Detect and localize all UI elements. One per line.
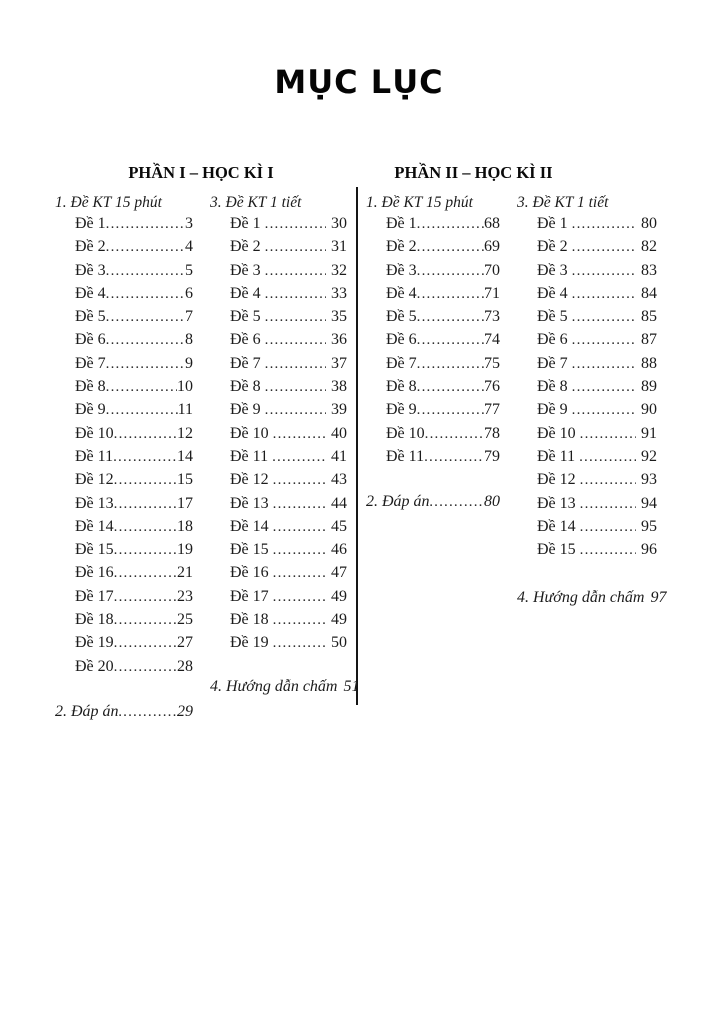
dot-leader xyxy=(114,542,177,559)
dot-leader xyxy=(273,426,326,443)
toc-footer-label: 4. Hướng dẫn chấm xyxy=(517,589,645,607)
entry-list xyxy=(210,215,347,658)
toc-entry xyxy=(55,285,193,308)
toc-entry xyxy=(55,238,193,261)
dot-leader xyxy=(114,612,177,629)
toc-entry xyxy=(517,471,657,494)
part-2-heading: PHẦN II – HỌC KÌ II xyxy=(394,163,553,182)
toc-entry-label: Đề 6 xyxy=(386,331,417,349)
toc-footer-page: 51 xyxy=(343,677,360,695)
dot-leader xyxy=(273,542,326,559)
dot-leader xyxy=(113,449,177,466)
toc-entry-label: Đề 10 xyxy=(75,424,114,442)
toc-entry xyxy=(55,215,193,238)
toc-entry-page: 23 xyxy=(177,587,193,605)
dot-leader xyxy=(580,426,636,443)
toc-entry-page: 82 xyxy=(641,238,657,256)
toc-entry-label: Đề 11 xyxy=(230,447,269,465)
toc-entry-label: Đề 14 xyxy=(75,517,114,535)
toc-entry xyxy=(210,285,347,308)
dot-leader xyxy=(273,472,326,489)
dot-leader xyxy=(106,286,185,303)
toc-entry xyxy=(210,518,347,541)
part-1-column-1tiet xyxy=(210,193,360,696)
dot-leader xyxy=(114,565,177,582)
toc-entry-label: Đề 13 xyxy=(75,494,114,512)
toc-entry-label: Đề 5 xyxy=(230,308,261,326)
toc-entry xyxy=(366,285,500,308)
toc-entry-page: 50 xyxy=(331,634,347,652)
dot-leader xyxy=(114,496,177,513)
toc-entry-label: Đề 5 xyxy=(386,308,417,326)
toc-entry-label: Đề 6 xyxy=(230,331,261,349)
dot-leader xyxy=(417,402,484,419)
toc-entry-label: Đề 17 xyxy=(230,587,269,605)
dot-leader xyxy=(273,496,326,513)
toc-entry-page: 96 xyxy=(641,541,657,559)
toc-entry-label: Đề 1 xyxy=(386,215,417,232)
toc-entry xyxy=(517,262,657,285)
toc-entry xyxy=(366,448,500,471)
toc-entry xyxy=(210,355,347,378)
toc-entry xyxy=(517,331,657,354)
toc-entry-label: Đề 3 xyxy=(75,261,106,279)
toc-entry-label: Đề 6 xyxy=(537,331,568,349)
toc-entry-page: 73 xyxy=(484,308,500,326)
toc-entry xyxy=(210,588,347,611)
toc-entry xyxy=(210,611,347,634)
dot-leader xyxy=(114,426,177,443)
entry-list xyxy=(517,215,657,564)
toc-entry-page: 95 xyxy=(641,517,657,535)
toc-entry-page: 47 xyxy=(331,564,347,582)
toc-entry-label: Đề 13 xyxy=(537,494,576,512)
dot-leader xyxy=(417,239,484,256)
toc-entry xyxy=(366,308,500,331)
dot-leader xyxy=(273,635,326,652)
toc-entry-page: 17 xyxy=(177,494,193,512)
toc-entry-page: 5 xyxy=(185,261,193,279)
toc-entry xyxy=(517,401,657,424)
toc-entry-label: Đề 9 xyxy=(75,401,106,419)
dot-leader xyxy=(417,379,484,396)
toc-entry-page: 14 xyxy=(177,447,193,465)
toc-footer-label: 2. Đáp án xyxy=(55,702,119,720)
toc-entry-label: Đề 10 xyxy=(537,424,576,442)
toc-entry xyxy=(517,518,657,541)
toc-entry-label: Đề 1 xyxy=(537,215,568,232)
dot-leader xyxy=(417,286,484,303)
toc-entry-label: Đề 18 xyxy=(75,611,114,629)
toc-entry-page: 15 xyxy=(177,471,193,489)
toc-entry xyxy=(55,611,193,634)
toc-entry-page: 4 xyxy=(185,238,193,256)
dot-leader xyxy=(106,356,185,373)
toc-footer-grading-guide xyxy=(517,589,667,607)
toc-entry xyxy=(210,262,347,285)
toc-entry-page: 75 xyxy=(484,354,500,372)
dot-leader xyxy=(265,309,326,326)
toc-entry-label: Đề 19 xyxy=(75,634,114,652)
toc-entry xyxy=(55,355,193,378)
dot-leader xyxy=(417,356,484,373)
toc-entry xyxy=(366,262,500,285)
toc-entry-label: Đề 7 xyxy=(75,354,106,372)
toc-entry xyxy=(210,238,347,261)
toc-entry-page: 18 xyxy=(177,517,193,535)
toc-entry xyxy=(55,588,193,611)
toc-entry xyxy=(366,238,500,261)
toc-entry-label: Đề 5 xyxy=(537,308,568,326)
dot-leader xyxy=(265,332,326,349)
entry-list xyxy=(366,215,500,471)
toc-entry-label: Đề 8 xyxy=(537,378,568,396)
toc-entry-label: Đề 6 xyxy=(75,331,106,349)
dot-leader xyxy=(572,216,636,233)
toc-entry xyxy=(55,518,193,541)
part-1-columns xyxy=(55,193,360,721)
dot-leader xyxy=(572,332,636,349)
dot-leader xyxy=(265,379,326,396)
toc-entry-page: 32 xyxy=(331,261,347,279)
toc-entry xyxy=(55,471,193,494)
toc-entry-page: 27 xyxy=(177,634,193,652)
toc-entry xyxy=(517,285,657,308)
dot-leader xyxy=(265,402,326,419)
toc-entry-label: Đề 3 xyxy=(537,261,568,279)
toc-entry-page: 33 xyxy=(331,284,347,302)
toc-entry xyxy=(210,471,347,494)
toc-entry-label: Đề 11 xyxy=(75,447,114,465)
column-heading-1tiet: 3. Đề KT 1 tiết xyxy=(517,194,609,211)
toc-footer-label: 4. Hướng dẫn chấm xyxy=(210,677,338,695)
toc-entry-label: Đề 17 xyxy=(75,587,114,605)
toc-entry-page: 76 xyxy=(484,378,500,396)
toc-entry xyxy=(210,215,347,238)
dot-leader xyxy=(106,239,185,256)
dot-leader xyxy=(417,263,484,280)
toc-entry-label: Đề 9 xyxy=(230,401,261,419)
toc-entry xyxy=(517,495,657,518)
toc-entry-page: 25 xyxy=(177,611,193,629)
toc-entry-label: Đề 15 xyxy=(230,541,269,559)
dot-leader xyxy=(114,589,177,606)
toc-entry-page: 19 xyxy=(177,541,193,559)
toc-entry xyxy=(210,378,347,401)
toc-entry-label: Đề 1 xyxy=(75,215,106,232)
toc-entry-page: 38 xyxy=(331,378,347,396)
toc-entry xyxy=(517,355,657,378)
dot-leader xyxy=(430,494,484,511)
dot-leader xyxy=(114,472,177,489)
toc-entry-label: Đề 15 xyxy=(537,541,576,559)
dot-leader xyxy=(579,449,636,466)
toc-entry-page: 43 xyxy=(331,471,347,489)
toc-entry xyxy=(517,308,657,331)
toc-entry-page: 46 xyxy=(331,541,347,559)
toc-entry xyxy=(210,541,347,564)
toc-entry-label: Đề 7 xyxy=(230,354,261,372)
toc-entry-page: 49 xyxy=(331,587,347,605)
dot-leader xyxy=(106,379,177,396)
toc-entry-label: Đề 16 xyxy=(230,564,269,582)
toc-entry-page: 71 xyxy=(484,284,500,302)
toc-entry-page: 77 xyxy=(484,401,500,419)
toc-entry xyxy=(55,541,193,564)
toc-entry xyxy=(55,401,193,424)
column-heading-15min: 1. Đề KT 15 phút xyxy=(55,194,162,211)
dot-leader xyxy=(106,263,185,280)
toc-entry-page: 68 xyxy=(484,215,500,232)
toc-entry-label: Đề 3 xyxy=(386,261,417,279)
toc-entry-page: 90 xyxy=(641,401,657,419)
dot-leader xyxy=(572,286,636,303)
toc-entry xyxy=(517,425,657,448)
toc-entry xyxy=(517,448,657,471)
toc-entry-page: 8 xyxy=(185,331,193,349)
toc-entry-page: 21 xyxy=(177,564,193,582)
toc-entry-label: Đề 18 xyxy=(230,611,269,629)
toc-entry-page: 44 xyxy=(331,494,347,512)
toc-entry xyxy=(55,425,193,448)
dot-leader xyxy=(580,496,636,513)
page-title: MỤC LỤC xyxy=(274,63,444,101)
dot-leader xyxy=(572,309,636,326)
toc-entry-page: 83 xyxy=(641,261,657,279)
toc-entry xyxy=(55,495,193,518)
toc-footer-label: 2. Đáp án xyxy=(366,493,430,511)
dot-leader xyxy=(273,612,326,629)
toc-entry xyxy=(210,634,347,657)
dot-leader xyxy=(572,263,636,280)
toc-entry-label: Đề 14 xyxy=(537,517,576,535)
toc-entry-label: Đề 2 xyxy=(230,238,261,256)
toc-footer-page: 29 xyxy=(177,702,193,720)
toc-entry xyxy=(55,448,193,471)
toc-entry xyxy=(517,215,657,238)
dot-leader xyxy=(424,449,484,466)
dot-leader xyxy=(580,519,636,536)
dot-leader xyxy=(114,659,177,676)
toc-entry xyxy=(210,331,347,354)
toc-entry xyxy=(55,331,193,354)
column-divider xyxy=(356,187,358,705)
dot-leader xyxy=(273,519,326,536)
dot-leader xyxy=(572,239,636,256)
toc-entry xyxy=(55,308,193,331)
column-heading-1tiet: 3. Đề KT 1 tiết xyxy=(210,194,302,211)
toc-entry-page: 91 xyxy=(641,424,657,442)
toc-entry xyxy=(366,378,500,401)
toc-entry-label: Đề 4 xyxy=(386,284,417,302)
toc-entry-page: 74 xyxy=(484,331,500,349)
toc-entry-label: Đề 2 xyxy=(75,238,106,256)
part-2-column-15min xyxy=(366,193,500,511)
toc-entry xyxy=(210,448,347,471)
dot-leader xyxy=(114,519,177,536)
dot-leader xyxy=(106,216,185,233)
toc-entry xyxy=(55,658,193,681)
toc-entry-page: 69 xyxy=(484,238,500,256)
toc-entry xyxy=(55,262,193,285)
toc-entry-page: 93 xyxy=(641,471,657,489)
toc-entry-page: 28 xyxy=(177,657,193,675)
toc-entry-page: 3 xyxy=(185,215,193,232)
toc-entry-page: 35 xyxy=(331,308,347,326)
toc-entry-page: 87 xyxy=(641,331,657,349)
toc-entry-label: Đề 20 xyxy=(75,657,114,675)
column-heading-15min: 1. Đề KT 15 phút xyxy=(366,194,473,211)
dot-leader xyxy=(265,239,326,256)
toc-entry-label: Đề 12 xyxy=(537,471,576,489)
dot-leader xyxy=(273,565,326,582)
entry-list xyxy=(55,215,193,681)
dot-leader xyxy=(114,635,177,652)
toc-entry xyxy=(517,238,657,261)
toc-footer-grading-guide xyxy=(210,677,360,696)
toc-entry-label: Đề 8 xyxy=(230,378,261,396)
toc-entry-page: 92 xyxy=(641,447,657,465)
toc-entry-page: 10 xyxy=(177,378,193,396)
toc-entry xyxy=(210,495,347,518)
toc-entry-page: 7 xyxy=(185,308,193,326)
dot-leader xyxy=(572,379,636,396)
toc-entry-label: Đề 11 xyxy=(537,447,576,465)
toc-entry-page: 79 xyxy=(484,447,500,465)
toc-entry-label: Đề 8 xyxy=(386,378,417,396)
toc-entry-page: 80 xyxy=(641,215,657,232)
toc-entry-page: 40 xyxy=(331,424,347,442)
toc-entry xyxy=(210,401,347,424)
toc-entry xyxy=(517,378,657,401)
toc-footer-page: 97 xyxy=(650,589,667,607)
dot-leader xyxy=(580,472,636,489)
toc-entry-label: Đề 2 xyxy=(537,238,568,256)
toc-entry-page: 37 xyxy=(331,354,347,372)
dot-leader xyxy=(417,216,484,233)
toc-entry-label: Đề 10 xyxy=(230,424,269,442)
toc-entry-page: 49 xyxy=(331,611,347,629)
toc-entry-label: Đề 7 xyxy=(537,354,568,372)
toc-footer-answers xyxy=(366,493,500,511)
toc-entry-label: Đề 16 xyxy=(75,564,114,582)
dot-leader xyxy=(119,704,177,721)
part-1-heading: PHẦN I – HỌC KÌ I xyxy=(128,163,274,182)
part-1-column-15min xyxy=(55,193,193,721)
dot-leader xyxy=(265,216,326,233)
dot-leader xyxy=(106,332,185,349)
toc-entry-label: Đề 14 xyxy=(230,517,269,535)
toc-entry-page: 85 xyxy=(641,308,657,326)
toc-entry xyxy=(210,425,347,448)
toc-entry-page: 6 xyxy=(185,284,193,302)
dot-leader xyxy=(425,426,484,443)
toc-entry xyxy=(366,401,500,424)
toc-entry-page: 31 xyxy=(331,238,347,256)
toc-entry-label: Đề 4 xyxy=(537,284,568,302)
part-2 xyxy=(366,163,667,607)
toc-entry-label: Đề 11 xyxy=(386,447,425,465)
toc-entry-label: Đề 15 xyxy=(75,541,114,559)
toc-entry-page: 9 xyxy=(185,354,193,372)
dot-leader xyxy=(580,542,636,559)
part-1 xyxy=(55,163,360,721)
toc-entry-label: Đề 12 xyxy=(75,471,114,489)
toc-entry-label: Đề 12 xyxy=(230,471,269,489)
toc-entry-page: 30 xyxy=(331,215,347,232)
toc-entry-page: 41 xyxy=(331,447,347,465)
toc-entry-label: Đề 4 xyxy=(75,284,106,302)
dot-leader xyxy=(572,402,636,419)
toc-entry-label: Đề 13 xyxy=(230,494,269,512)
dot-leader xyxy=(106,402,178,419)
toc-entry-page: 84 xyxy=(641,284,657,302)
toc-entry-label: Đề 9 xyxy=(386,401,417,419)
toc-entry-page: 89 xyxy=(641,378,657,396)
toc-entry-page: 36 xyxy=(331,331,347,349)
dot-leader xyxy=(417,332,484,349)
toc-entry xyxy=(210,308,347,331)
toc-entry-label: Đề 2 xyxy=(386,238,417,256)
toc-entry xyxy=(366,215,500,238)
toc-entry-label: Đề 19 xyxy=(230,634,269,652)
toc-entry-page: 70 xyxy=(484,261,500,279)
toc-entry xyxy=(517,541,657,564)
toc-entry-page: 94 xyxy=(641,494,657,512)
dot-leader xyxy=(265,286,326,303)
dot-leader xyxy=(272,449,326,466)
dot-leader xyxy=(572,356,636,373)
toc-footer-answers xyxy=(55,703,193,721)
toc-entry xyxy=(210,564,347,587)
toc-entry-label: Đề 10 xyxy=(386,424,425,442)
toc-entry-page: 78 xyxy=(484,424,500,442)
toc-entry-label: Đề 5 xyxy=(75,308,106,326)
dot-leader xyxy=(265,356,326,373)
toc-entry xyxy=(366,425,500,448)
toc-footer-page: 80 xyxy=(484,493,500,511)
dot-leader xyxy=(106,309,185,326)
toc-entry-page: 39 xyxy=(331,401,347,419)
toc-entry xyxy=(366,355,500,378)
toc-entry xyxy=(55,378,193,401)
toc-entry-label: Đề 4 xyxy=(230,284,261,302)
toc-entry xyxy=(55,564,193,587)
toc-entry-label: Đề 1 xyxy=(230,215,261,232)
toc-entry-label: Đề 8 xyxy=(75,378,106,396)
toc-entry xyxy=(366,331,500,354)
toc-entry xyxy=(55,634,193,657)
dot-leader xyxy=(273,589,326,606)
toc-entry-label: Đề 3 xyxy=(230,261,261,279)
dot-leader xyxy=(265,263,326,280)
part-2-column-1tiet xyxy=(517,193,667,607)
toc-entry-label: Đề 7 xyxy=(386,354,417,372)
dot-leader xyxy=(417,309,484,326)
toc-entry-page: 12 xyxy=(177,424,193,442)
toc-entry-label: Đề 9 xyxy=(537,401,568,419)
toc-entry-page: 45 xyxy=(331,517,347,535)
toc-entry-page: 88 xyxy=(641,354,657,372)
part-2-columns xyxy=(366,193,667,607)
toc-entry-page: 11 xyxy=(177,401,193,419)
